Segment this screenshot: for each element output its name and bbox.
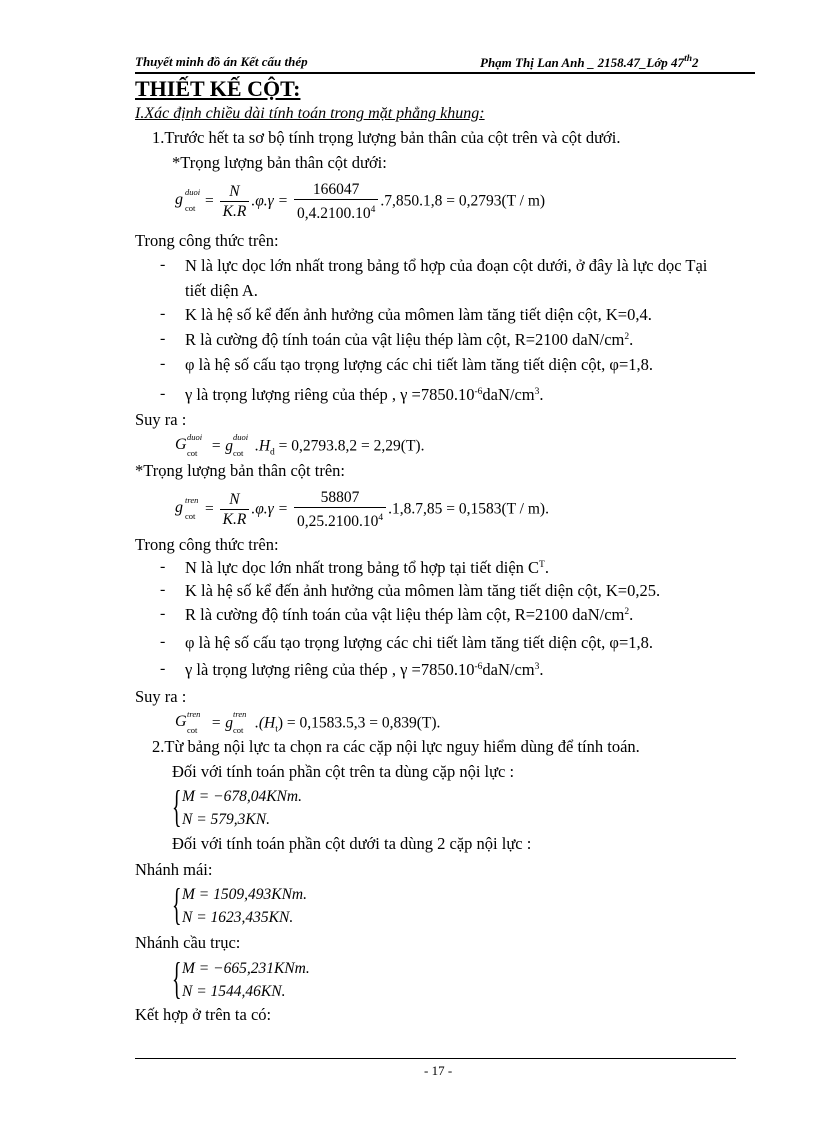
bullet-dash: -	[160, 660, 166, 677]
header-left: Thuyết minh đồ án Kết cấu thép	[135, 54, 308, 69]
bullet-dash: -	[160, 633, 166, 650]
pair3-m: M = −665,231KNm.	[182, 960, 310, 977]
bullet-dash: -	[160, 605, 166, 622]
equation-g-duoi: g duoi cot = $\frac{N}{K.R}$ .φ.γ = $\frac{166047}{0,4.2100.10^4}$ .7,850.1,8 = 0,2793(T / m)	[175, 181, 546, 222]
bullet-dash: -	[160, 558, 166, 575]
list2-item-4: φ là hệ số cấu tạo trọng lượng các chi tiết làm tăng tiết diện cột, φ=1,8.	[185, 633, 654, 652]
list2-item-2: K là hệ số kể đến ảnh hưởng của mômen làm tăng tiết diện cột, K=0,25.	[185, 581, 661, 600]
paragraph-2b: Đối với tính toán phần cột dưới ta dùng 2 cặp nội lực :	[172, 834, 532, 853]
nhanh-cau-truc-label: Nhánh cầu trục:	[135, 933, 241, 952]
pair2-m: M = 1509,493KNm.	[182, 886, 307, 903]
fraction-values: $\frac{58807}{0,25.2100.10^4}$	[294, 488, 386, 532]
g-symbol: g duoi cot	[175, 187, 201, 213]
fraction-n-kr: $\frac{N}{K.R}$	[220, 490, 250, 530]
G-symbol: G duoi cot	[175, 432, 203, 458]
in-formula-2: Trong công thức trên:	[135, 535, 279, 554]
page-title: THIẾT KẾ CỘT:	[135, 76, 301, 101]
pair2-n: N = 1623,435KN.	[182, 909, 294, 926]
paragraph-1: 1.Trước hết ta sơ bộ tính trọng lượng bản thân của cột trên và cột dưới.	[152, 128, 621, 147]
nhanh-mai-label: Nhánh mái:	[135, 860, 213, 879]
bullet-dash: -	[160, 355, 166, 372]
G-symbol: G tren cot	[175, 709, 201, 735]
ket-hop: Kết hợp ở trên ta có:	[135, 1005, 272, 1024]
g-symbol-small: duoi cot	[232, 432, 249, 458]
list2-item-1: N là lực dọc lớn nhất trong bảng tổ hợp tại tiết diện $C^T$.	[185, 558, 549, 577]
p-tren: *Trọng lượng bản thân cột trên:	[135, 461, 345, 480]
bullet-dash: -	[160, 256, 166, 273]
suy-ra-1: Suy ra :	[135, 410, 187, 429]
equation-g-tren: g tren cot = $\frac{N}{K.R}$ .φ.γ = $\frac{58807}{0,25.2100.10^4}$ .1,8.7,85 = 0,1583(T / m).	[175, 489, 549, 530]
paragraph-2a: Đối với tính toán phần cột trên ta dùng cặp nội lực :	[172, 762, 515, 781]
bullet-dash: -	[160, 330, 166, 347]
list1-item-1-cont: tiết diện A.	[185, 281, 258, 300]
fraction-n-kr: $\frac{N}{K.R}$	[220, 182, 250, 222]
header-rule	[135, 72, 755, 74]
list1-item-5: γ là trọng lượng riêng của thép , $\gamma =7850.10^{-6}daN/cm^3$.	[185, 385, 544, 404]
brace-pair-1: {	[172, 782, 182, 831]
list1-item-1: N là lực dọc lớn nhất trong bảng tổ hợp của đoạn cột dưới, ở đây là lực dọc Tại	[185, 256, 708, 275]
pair3-n: N = 1544,46KN.	[182, 983, 286, 1000]
header-right-suffix: 2	[692, 55, 699, 70]
footer-rule	[135, 1058, 736, 1059]
bullet-dash: -	[160, 305, 166, 322]
header-right-text: Phạm Thị Lan Anh _ 2158.47_Lớp 47	[480, 55, 685, 70]
bullet-dash: -	[160, 385, 166, 402]
list1-item-3: R là cường độ tính toán của vật liệu thép làm cột, R=2100 daN/$cm^2$.	[185, 330, 634, 349]
page-number: - 17 -	[424, 1063, 453, 1078]
bullet-dash: -	[160, 581, 166, 598]
in-formula-1: Trong công thức trên:	[135, 231, 279, 250]
list2-item-5: γ là trọng lượng riêng của thép , $\gamma =7850.10^{-6}daN/cm^3$.	[185, 660, 544, 679]
brace-pair-2: {	[172, 880, 182, 929]
list2-item-3: R là cường độ tính toán của vật liệu thép làm cột, R=2100 daN/$cm^2$.	[185, 605, 634, 624]
list1-item-4: φ là hệ số cấu tạo trọng lượng các chi tiết làm tăng tiết diện cột, φ=1,8.	[185, 355, 654, 374]
list1-item-2: K là hệ số kể đến ảnh hưởng của mômen làm tăng tiết diện cột, K=0,4.	[185, 305, 652, 324]
section-heading: I.Xác định chiều dài tính toán trong mặt phẳng khung:	[135, 105, 485, 122]
header-right	[480, 54, 699, 71]
paragraph-1-sub: *Trọng lượng bản thân cột dưới:	[172, 153, 387, 172]
fraction-values: $\frac{166047}{0,4.2100.10^4}$	[294, 180, 378, 224]
pair1-n: N = 579,3KN.	[182, 811, 270, 828]
brace-pair-3: {	[172, 954, 182, 1003]
pair1-m: M = −678,04KNm.	[182, 788, 302, 805]
header-right-sup: th	[684, 54, 692, 64]
g-symbol: g tren cot	[175, 495, 199, 521]
paragraph-2: 2.Từ bảng nội lực ta chọn ra các cặp nội lực nguy hiểm dùng để tính toán.	[152, 737, 640, 756]
equation-G-duoi: G duoi cot = g duoi cot $.H_d = 0,2793.8,2 = 2,29(T)$.	[175, 432, 425, 458]
suy-ra-2: Suy ra :	[135, 687, 187, 706]
g-symbol-small: tren cot	[232, 709, 247, 735]
equation-G-tren: G tren cot = g tren cot $.(H_t) = 0,1583.5,3 = 0,839(T)$.	[175, 709, 441, 735]
